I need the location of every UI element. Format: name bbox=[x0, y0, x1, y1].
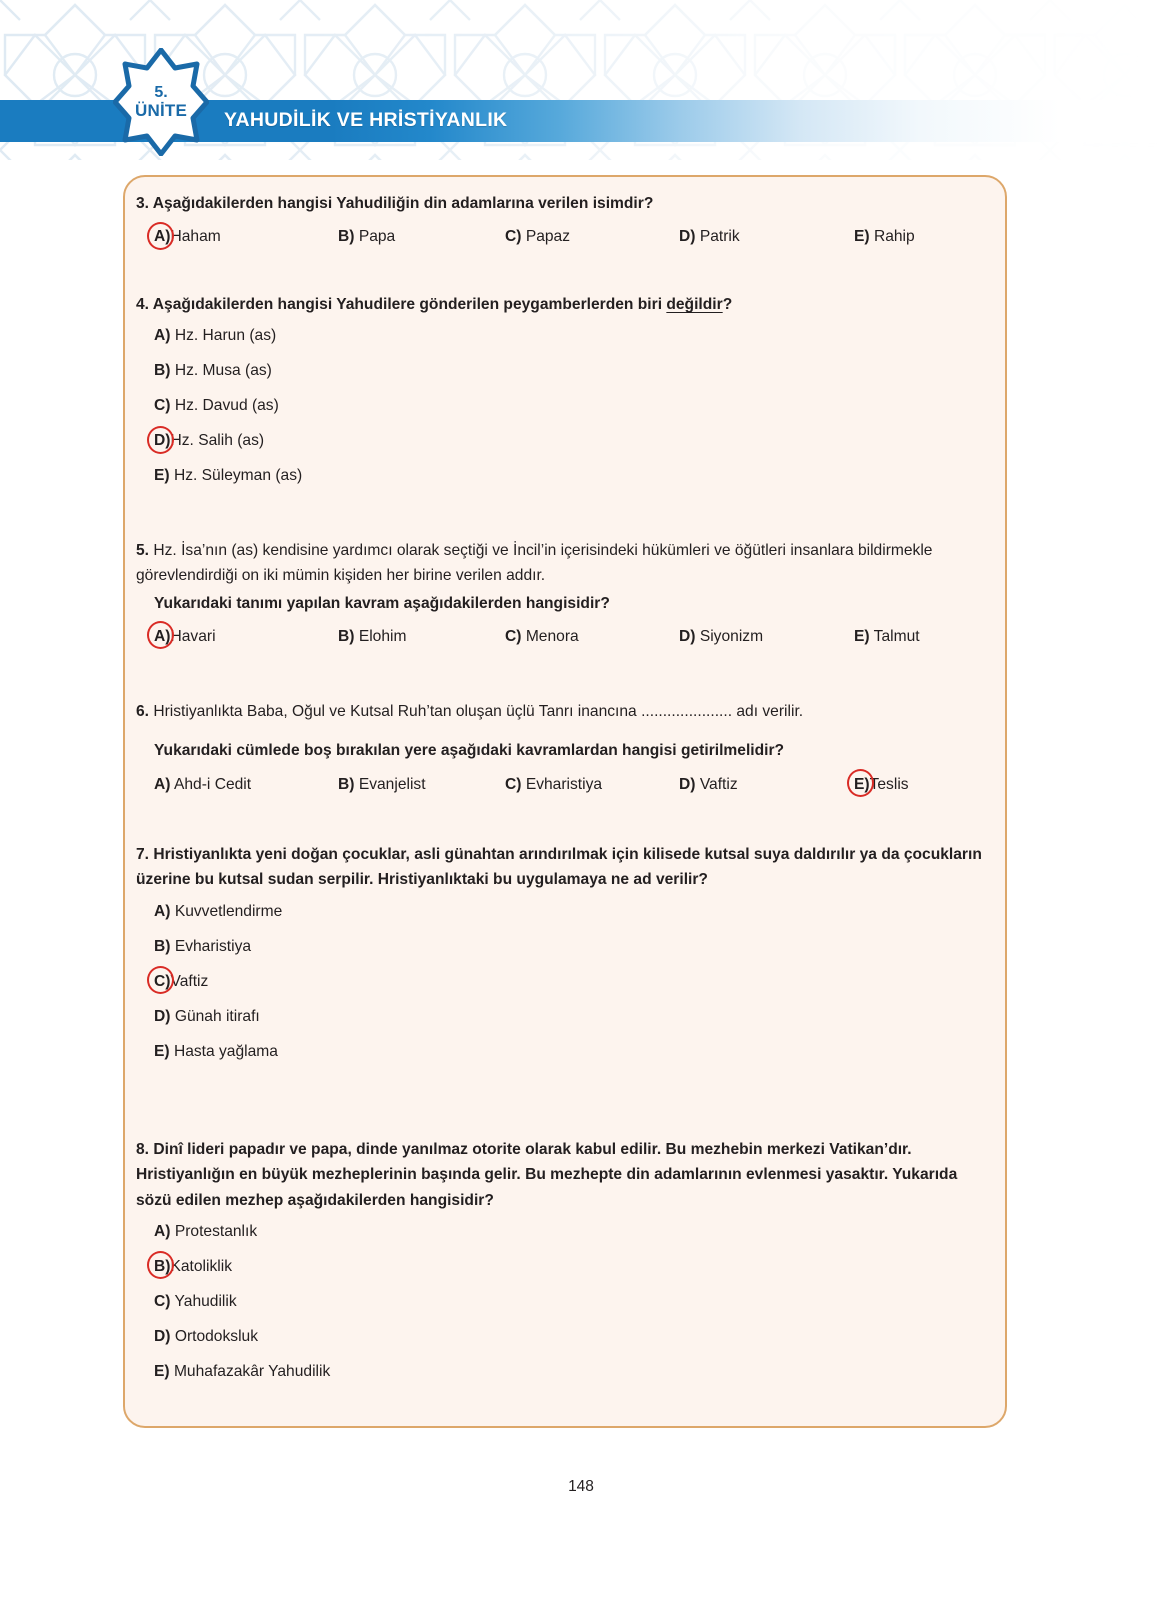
option-label: A) bbox=[154, 327, 171, 345]
question-8 bbox=[125, 1137, 1009, 1398]
option-text: Ahd-i Cedit bbox=[173, 775, 252, 793]
option-label: D) bbox=[679, 228, 696, 246]
option-label-marked: B) bbox=[154, 1257, 171, 1275]
option-text: Protestanlık bbox=[174, 1222, 258, 1240]
question-stem bbox=[125, 538, 1009, 589]
question-4 bbox=[125, 292, 1009, 502]
option-label: D) bbox=[679, 627, 696, 645]
option-text: Hz. Harun (as) bbox=[174, 327, 277, 345]
option-text: Günah itirafı bbox=[174, 1007, 260, 1025]
page-number: 148 bbox=[568, 1478, 594, 1495]
option-label: C) bbox=[505, 627, 522, 645]
option-E[interactable] bbox=[854, 228, 915, 246]
question-number: 3. bbox=[136, 195, 153, 212]
option-label: E) bbox=[154, 1042, 170, 1060]
options-list bbox=[154, 903, 1009, 1078]
option-A[interactable] bbox=[154, 776, 251, 794]
option-label: B) bbox=[338, 228, 355, 246]
option-B[interactable] bbox=[154, 362, 1009, 397]
question-stem bbox=[125, 1137, 1009, 1213]
options-list bbox=[154, 1223, 1009, 1398]
option-E[interactable] bbox=[854, 628, 920, 646]
questions-list bbox=[125, 177, 1009, 1430]
question-subprompt: Yukarıdaki tanımı yapılan kavram aşağıdakilerden hangisidir? bbox=[154, 594, 610, 612]
question-text: Aşağıdakilerden hangisi Yahudilere gönderilen peygamberlerden biri bbox=[152, 296, 667, 313]
question-number: 6. bbox=[136, 703, 154, 720]
option-D[interactable] bbox=[154, 1008, 1009, 1043]
option-B[interactable] bbox=[154, 1258, 1009, 1293]
option-label: A) bbox=[154, 1222, 171, 1240]
question-text: Hz. İsa’nın (as) kendisine yardımcı olarak seçtiği ve İncil’in içerisindeki hükümleri ve öğütleri insanlara bildirmekle görevlendirdiği on iki mümin kişiden her birine verilen addır. bbox=[136, 542, 933, 585]
option-text: Papa bbox=[358, 228, 396, 246]
option-label-marked: E) bbox=[854, 775, 870, 793]
option-label: E) bbox=[154, 1362, 170, 1380]
option-label: B) bbox=[338, 775, 355, 793]
option-text: Hz. Davud (as) bbox=[174, 397, 279, 415]
option-text: Muhafazakâr Yahudilik bbox=[173, 1362, 331, 1380]
option-text: Siyonizm bbox=[699, 627, 764, 645]
option-label: D) bbox=[154, 1327, 171, 1345]
option-C[interactable] bbox=[154, 397, 1009, 432]
option-label: A) bbox=[154, 902, 171, 920]
option-B[interactable] bbox=[338, 628, 406, 646]
page-header bbox=[0, 0, 1162, 160]
option-B[interactable] bbox=[154, 938, 1009, 973]
question-number: 5. bbox=[136, 542, 154, 559]
option-D[interactable] bbox=[154, 1328, 1009, 1363]
question-6 bbox=[125, 699, 1009, 810]
option-label: B) bbox=[154, 937, 171, 955]
option-label: B) bbox=[338, 627, 355, 645]
question-text-emphasis: değildir bbox=[666, 296, 723, 313]
options-list bbox=[154, 327, 1009, 502]
option-text: Havari bbox=[170, 627, 216, 645]
option-text: Rahip bbox=[873, 228, 915, 246]
option-text: Kuvvetlendirme bbox=[174, 902, 283, 920]
question-subprompt: Yukarıdaki cümlede boş bırakılan yere aşağıdaki kavramlardan hangisi getirilmelidir? bbox=[154, 742, 785, 760]
option-A[interactable] bbox=[154, 228, 221, 246]
option-B[interactable] bbox=[338, 776, 426, 794]
option-text: Hz. Salih (as) bbox=[170, 432, 265, 450]
question-number: 7. bbox=[136, 846, 154, 863]
option-label-marked: C) bbox=[154, 972, 171, 990]
option-B[interactable] bbox=[338, 228, 395, 246]
option-C[interactable] bbox=[505, 776, 602, 794]
unit-title: YAHUDİLİK VE HRİSTİYANLIK bbox=[224, 109, 508, 131]
option-label: E) bbox=[854, 627, 870, 645]
option-text: Hasta yağlama bbox=[173, 1042, 278, 1060]
option-D[interactable] bbox=[679, 228, 740, 246]
option-label-marked: A) bbox=[154, 627, 171, 645]
question-7 bbox=[125, 842, 1009, 1078]
option-D[interactable] bbox=[679, 628, 763, 646]
option-label: A) bbox=[154, 775, 171, 793]
option-E[interactable] bbox=[154, 467, 1009, 502]
option-label: D) bbox=[679, 775, 696, 793]
option-A[interactable] bbox=[154, 327, 1009, 362]
option-A[interactable] bbox=[154, 628, 216, 646]
option-text: Hz. Süleyman (as) bbox=[173, 467, 303, 485]
question-text: Hristiyanlıkta Baba, Oğul ve Kutsal Ruh’tan oluşan üçlü Tanrı inancına ..................... adı verilir. bbox=[153, 703, 804, 720]
options-row bbox=[154, 228, 1009, 262]
option-text: Evharistiya bbox=[174, 937, 252, 955]
option-D[interactable] bbox=[154, 432, 1009, 467]
option-text: Menora bbox=[525, 627, 579, 645]
option-C[interactable] bbox=[154, 1293, 1009, 1328]
question-stem bbox=[125, 842, 1009, 893]
option-label: E) bbox=[154, 467, 170, 485]
option-text: Vaftiz bbox=[170, 972, 209, 990]
question-number: 4. bbox=[136, 296, 153, 313]
question-3 bbox=[125, 191, 1009, 262]
unit-word: ÜNİTE bbox=[135, 101, 187, 121]
option-text: Hz. Musa (as) bbox=[174, 362, 272, 380]
option-text: Evharistiya bbox=[525, 775, 603, 793]
options-row bbox=[154, 628, 1009, 662]
option-label-marked: D) bbox=[154, 432, 171, 450]
option-C[interactable] bbox=[505, 228, 570, 246]
option-D[interactable] bbox=[679, 776, 738, 794]
option-text: Elohim bbox=[358, 627, 407, 645]
option-text: Papaz bbox=[525, 228, 571, 246]
question-text: Dinî lideri papadır ve papa, dinde yanılmaz otorite olarak kabul edilir. Bu mezhebin merkezi Vatikan’dır. Hristiyanlığın en büyük mezheplerinin başında gelir. Bu mezhepte din adamlarının evlenmesi yasaktır. Yukarıda sözü edilen mezhep aşağıdakilerden hangisidir? bbox=[136, 1141, 958, 1209]
option-label: C) bbox=[154, 397, 171, 415]
unit-number: 5. bbox=[154, 83, 168, 101]
questions-panel bbox=[123, 175, 1007, 1428]
option-A[interactable] bbox=[154, 1223, 1009, 1258]
option-text: Ortodoksluk bbox=[174, 1327, 259, 1345]
option-text: Teslis bbox=[869, 775, 909, 793]
options-row bbox=[154, 776, 1009, 810]
question-text-tail: ? bbox=[722, 296, 733, 313]
option-label: C) bbox=[505, 228, 522, 246]
option-text: Vaftiz bbox=[699, 775, 738, 793]
option-text: Haham bbox=[170, 228, 221, 246]
option-C[interactable] bbox=[505, 628, 579, 646]
option-E[interactable] bbox=[154, 1043, 1009, 1078]
option-text: Yahudilik bbox=[174, 1292, 237, 1310]
option-label: B) bbox=[154, 362, 171, 380]
option-E[interactable] bbox=[854, 776, 909, 794]
question-number: 8. bbox=[136, 1141, 154, 1158]
option-label: C) bbox=[505, 775, 522, 793]
question-stem bbox=[125, 191, 1009, 216]
question-stem bbox=[125, 292, 1009, 317]
option-A[interactable] bbox=[154, 903, 1009, 938]
question-text: Hristiyanlıkta yeni doğan çocuklar, asli günahtan arındırılmak için kilisede kutsal suya daldırılır ya da çocukların üzerine bu kutsal sudan serpilir. Hristiyanlıktaki bu uygulamaya ne ad verilir? bbox=[136, 846, 982, 889]
option-label: C) bbox=[154, 1292, 171, 1310]
unit-badge bbox=[113, 48, 209, 156]
question-stem bbox=[125, 699, 1009, 724]
option-label-marked: A) bbox=[154, 228, 171, 246]
option-label: D) bbox=[154, 1007, 171, 1025]
option-text: Evanjelist bbox=[358, 775, 426, 793]
option-E[interactable] bbox=[154, 1363, 1009, 1398]
question-text: Aşağıdakilerden hangisi Yahudiliğin din adamlarına verilen isimdir? bbox=[152, 195, 654, 212]
option-text: Katoliklik bbox=[170, 1257, 232, 1275]
option-text: Talmut bbox=[873, 627, 920, 645]
question-5 bbox=[125, 538, 1009, 662]
option-text: Patrik bbox=[699, 228, 740, 246]
option-C[interactable] bbox=[154, 973, 1009, 1008]
option-label: E) bbox=[854, 228, 870, 246]
